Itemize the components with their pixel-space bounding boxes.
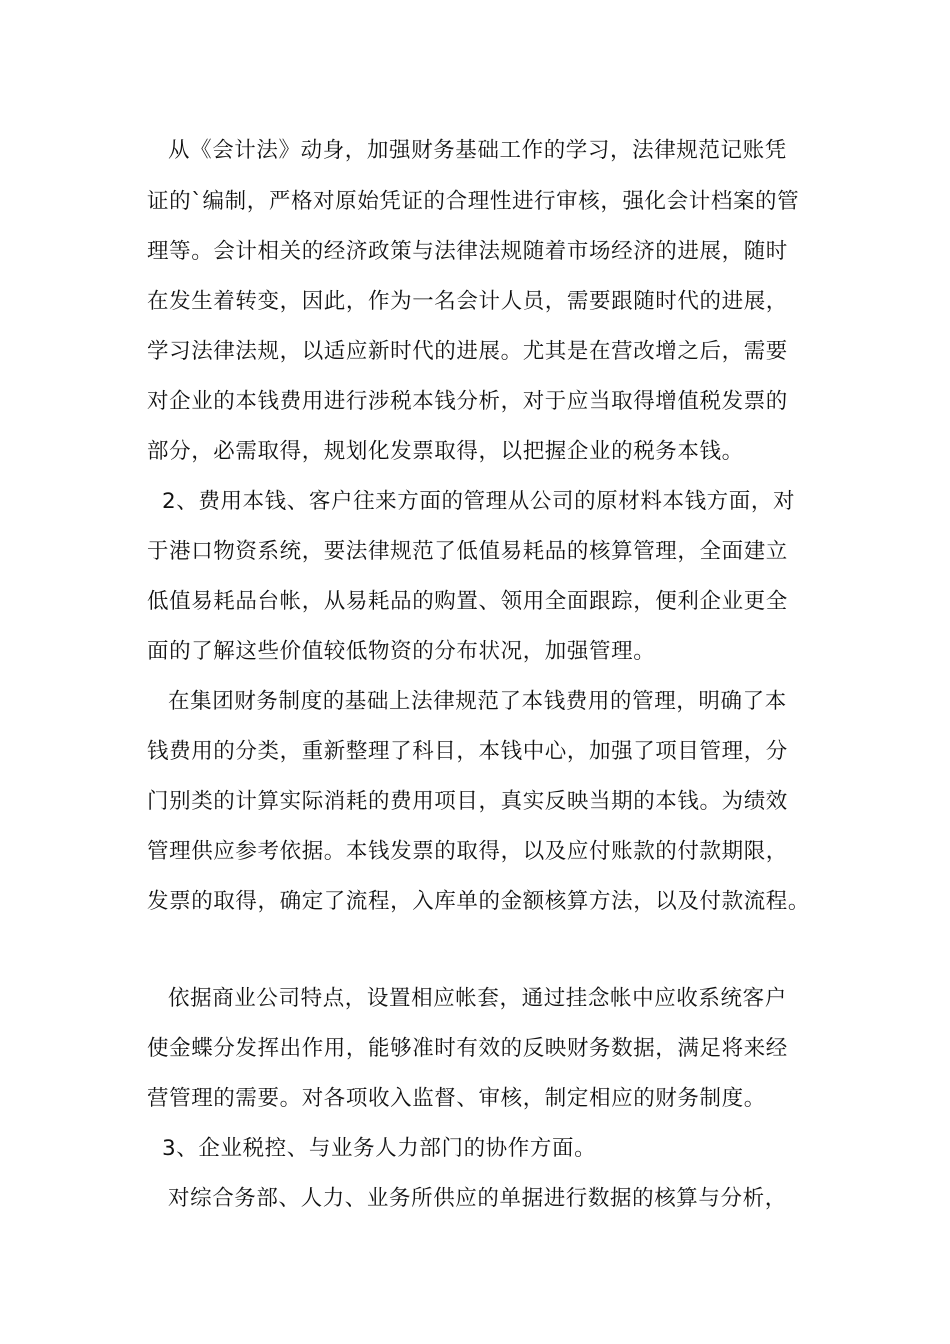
paragraph-line: 面的了解这些价值较低物资的分布状况，加强管理。	[147, 639, 656, 664]
section-heading: 3、企业税控、与业务人力部门的协作方面。	[162, 1136, 597, 1161]
paragraph-line: 在发生着转变，因此，作为一名会计人员，需要跟随时代的进展，	[147, 289, 788, 314]
paragraph-line: 2、费用本钱、客户往来方面的管理从公司的原材料本钱方面，对	[162, 489, 796, 514]
paragraph-line: 证的`编制，严格对原始凭证的合理性进行审核，强化会计档案的管	[147, 189, 800, 214]
paragraph-line: 依据商业公司特点，设置相应帐套，通过挂念帐中应收系统客户	[168, 986, 787, 1011]
paragraph-line: 从《会计法》动身，加强财务基础工作的学习，法律规范记账凭	[168, 138, 787, 163]
paragraph-line: 对综合务部、人力、业务所供应的单据进行数据的核算与分析，	[168, 1186, 787, 1211]
paragraph-line: 钱费用的分类，重新整理了科目，本钱中心，加强了项目管理，分	[147, 739, 788, 764]
paragraph-line: 使金蝶分发挥出作用，能够准时有效的反映财务数据，满足将来经	[147, 1036, 788, 1061]
paragraph-line: 理等。会计相关的经济政策与法律法规随着市场经济的进展，随时	[147, 239, 788, 264]
paragraph-line: 营管理的需要。对各项收入监督、审核，制定相应的财务制度。	[147, 1086, 766, 1111]
paragraph-line: 学习法律法规，以适应新时代的进展。尤其是在营改增之后，需要	[147, 339, 788, 364]
paragraph-line: 发票的取得，确定了流程，入库单的金额核算方法，以及付款流程。	[147, 889, 811, 914]
paragraph-line: 部分，必需取得，规划化发票取得，以把握企业的税务本钱。	[147, 439, 744, 464]
paragraph-line: 管理供应参考依据。本钱发票的取得，以及应付账款的付款期限，	[147, 839, 788, 864]
paragraph-line: 于港口物资系统，要法律规范了低值易耗品的核算管理，全面建立	[147, 539, 788, 564]
paragraph-line: 低值易耗品台帐，从易耗品的购置、领用全面跟踪，便利企业更全	[147, 589, 788, 614]
paragraph-line: 在集团财务制度的基础上法律规范了本钱费用的管理，明确了本	[168, 689, 787, 714]
paragraph-line: 门别类的计算实际消耗的费用项目，真实反映当期的本钱。为绩效	[147, 789, 788, 814]
paragraph-line: 对企业的本钱费用进行涉税本钱分析，对于应当取得增值税发票的	[147, 389, 788, 414]
